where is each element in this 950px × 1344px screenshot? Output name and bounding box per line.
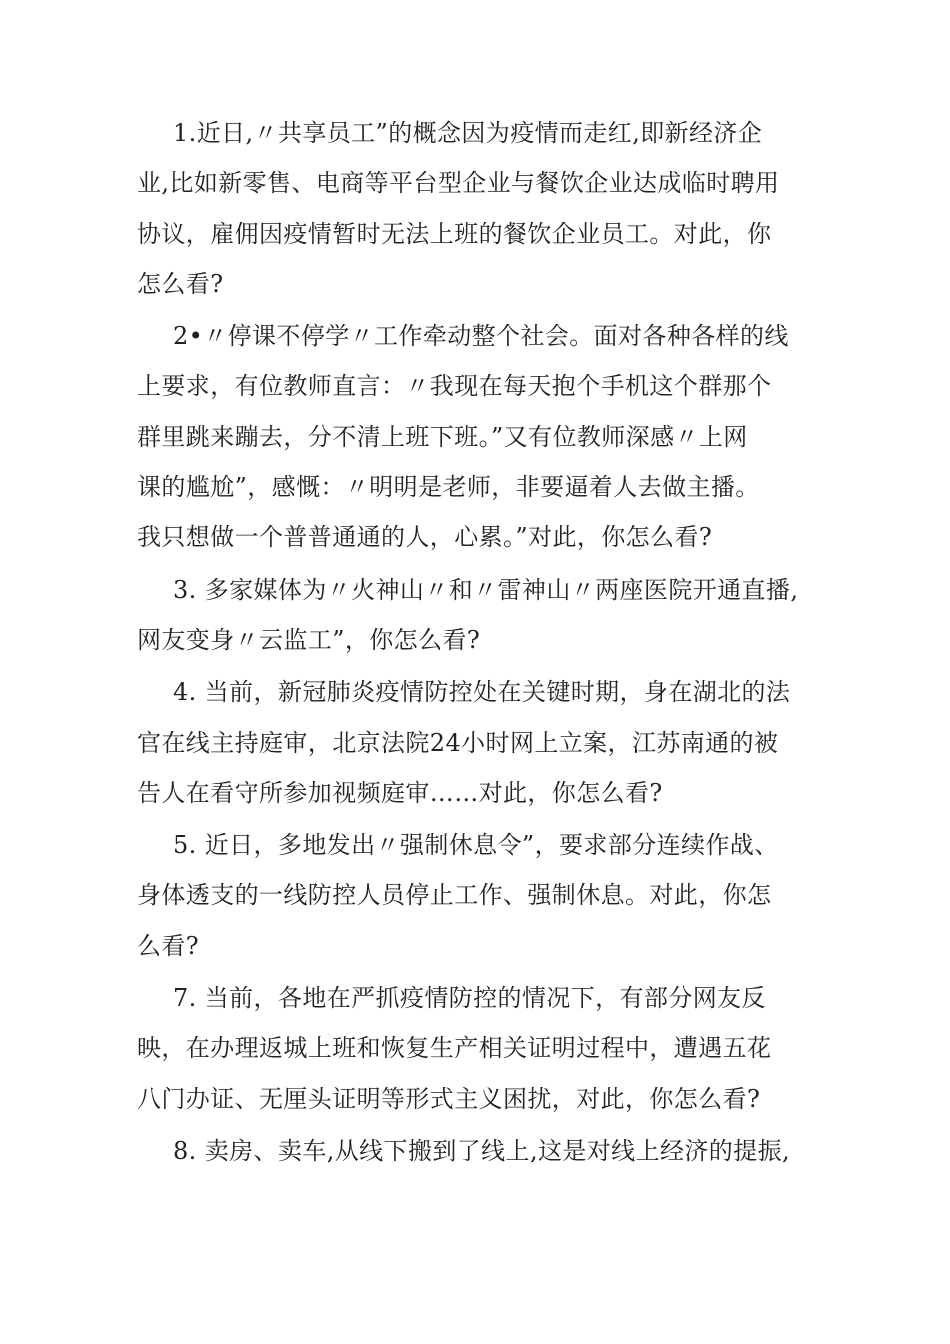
text-line: 上要求，有位教师直言：〃我现在每天抱个手机这个群那个 bbox=[137, 372, 772, 401]
question-paragraph-4 bbox=[137, 667, 827, 818]
text-line: 官在线主持庭审，北京法院24小时网上立案，江苏南通的被 bbox=[137, 728, 779, 757]
text-line: 3. 多家媒体为〃火神山〃和〃雷神山〃两座医院开通直播, bbox=[173, 575, 799, 604]
document-body bbox=[137, 108, 827, 1178]
text-line: 八门办证、无厘头证明等形式主义困扰，对此，你怎么看? bbox=[137, 1084, 761, 1113]
text-line: 网友变身〃云监工”，你怎么看? bbox=[137, 625, 481, 654]
text-line: 群里跳来蹦去，分不清上班下班。”又有位教师深感〃上网 bbox=[137, 422, 748, 451]
text-line: 告人在看守所参加视频庭审……对此，你怎么看? bbox=[137, 778, 663, 807]
question-paragraph-2 bbox=[137, 311, 827, 562]
question-paragraph-8 bbox=[137, 1126, 827, 1176]
text-line: 课的尴尬”，感慨：〃明明是老师，非要逼着人去做主播。 bbox=[137, 473, 760, 502]
text-line: 怎么看? bbox=[137, 269, 224, 298]
text-line: 协议，雇佣因疫情暂时无法上班的餐饮企业员工。对此，你 bbox=[137, 219, 772, 248]
text-line: 7. 当前，各地在严抓疫情防控的情况下，有部分网友反 bbox=[173, 984, 766, 1013]
question-paragraph-3 bbox=[137, 565, 827, 666]
text-line: 身体透支的一线防控人员停止工作、强制休息。对此，你怎 bbox=[137, 881, 772, 910]
text-line: 2•〃停课不停学〃工作牵动整个社会。面对各种各样的线 bbox=[173, 322, 789, 351]
text-line: 4. 当前，新冠肺炎疫情防控处在关键时期，身在湖北的法 bbox=[173, 678, 791, 707]
question-paragraph-5 bbox=[137, 820, 827, 971]
text-line: 1.近日,〃共享员工”的概念因为疫情而走红,即新经济企 bbox=[173, 119, 763, 147]
question-paragraph-1 bbox=[137, 108, 827, 309]
text-line: 业,比如新零售、电商等平台型企业与餐饮企业达成临时聘用 bbox=[137, 169, 780, 198]
text-line: 映，在办理返城上班和恢复生产相关证明过程中，遭遇五花 bbox=[137, 1034, 772, 1063]
text-line: 5. 近日，多地发出〃强制休息令”，要求部分连续作战、 bbox=[173, 831, 779, 860]
text-line: 么看? bbox=[137, 931, 200, 960]
question-paragraph-7 bbox=[137, 973, 827, 1124]
text-line: 我只想做一个普普通通的人，心累。”对此，你怎么看? bbox=[137, 523, 713, 552]
text-line: 8. 卖房、卖车,从线下搬到了线上,这是对线上经济的提振, bbox=[173, 1136, 791, 1165]
